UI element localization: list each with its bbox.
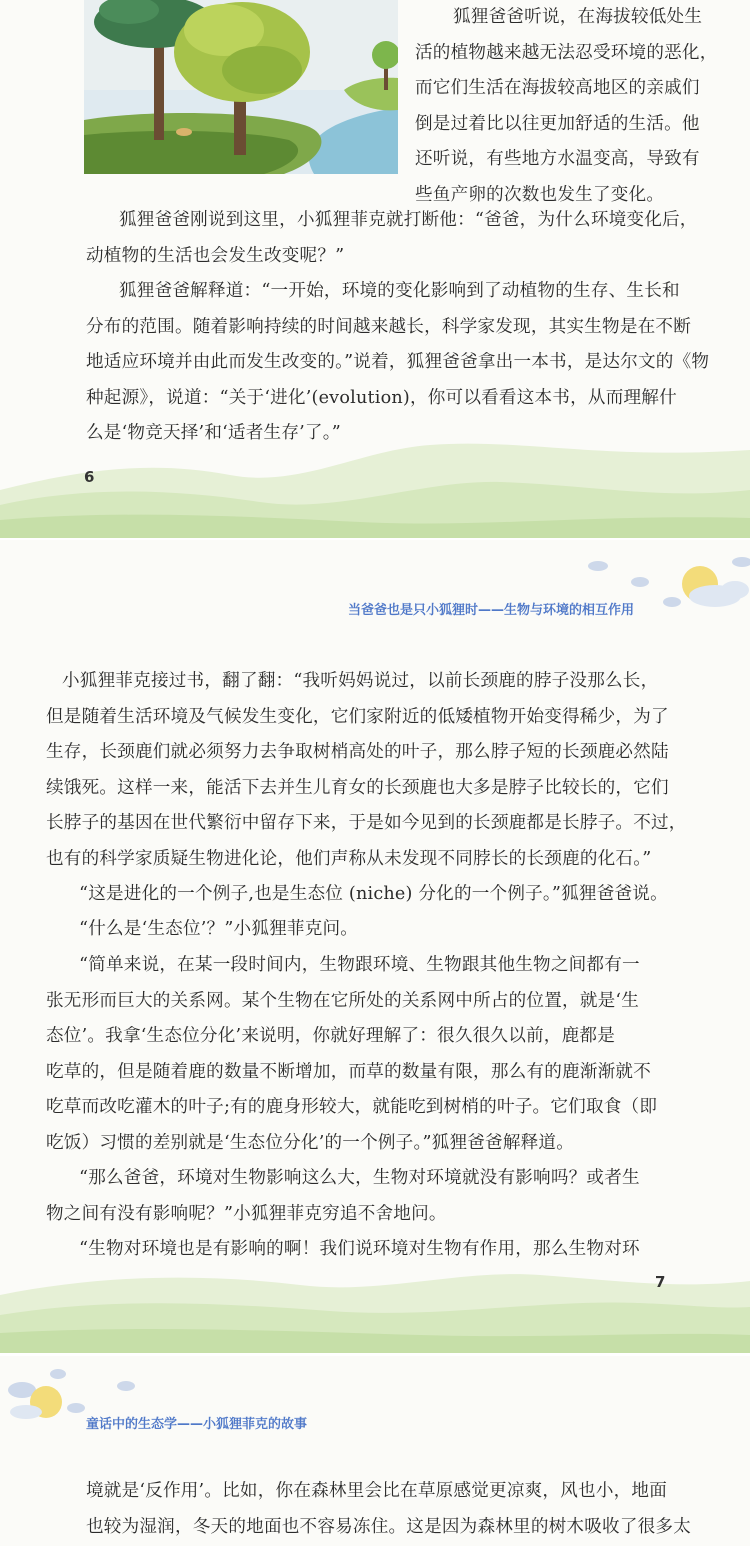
running-head: 当爸爸也是只小狐狸时——生物与环境的相互作用 [348,603,635,618]
paragraph-niche-explain: “简单来说，在某一段时间内，生物跟环境、生物跟其他生物之间都有一 张无形而巨大的关系网。某个生物在它所处的关系网中所占的位置，就是‘生 态位’。我拿‘生态位分化’来说明，你就好理解了：很久很久以前，鹿都是 吃草的，但是随着鹿的数量不断增加，而草的数量有限，那么有的鹿渐渐就不 吃草而改吃灌木的叶子;有的鹿身形较大，就能吃到树梢的叶子。它们取食（即 吃饭）习惯的差别就是‘生态位分化’的一个例子。”狐狸爸爸解释道。 [46,955,658,1153]
book-page-6 [0,0,750,538]
book-page-8 [0,1356,750,1546]
paragraph-what-is-niche: “什么是‘生态位’？”小狐狸菲克问。 [79,919,359,939]
page-number: 6 [84,468,95,486]
paragraph-reaction: “生物对环境也是有影响的啊！我们说环境对生物有作用，那么生物对环 [79,1239,640,1259]
paragraph-giraffe: 小狐狸菲克接过书，翻了翻：“我听妈妈说过，以前长颈鹿的脖子没那么长， 但是随着生活环境及气候发生变化，它们家附近的低矮植物开始变得稀少，为了 生存，长颈鹿们就必须努力去争取树梢高处的叶子，那么脖子短的长颈鹿必然陆 续饿死。这样一来，能活下去并生儿育女的长颈鹿也大多是脖子比较长的，它们 长脖子的基因在世代繁衍中留存下来，于是如今见到的长颈鹿都是长脖子。不过， 也有的科学家质疑生物进化论，他们声称从未发现不同脖长的长颈鹿的化石。” [46,671,687,869]
running-head: 童话中的生态学——小狐狸菲克的故事 [86,1417,308,1432]
page-number: 7 [655,1273,666,1291]
tree-river-illustration [84,0,398,174]
book-page-7 [0,540,750,1353]
paragraph-fike-asks: “那么爸爸，环境对生物影响这么大，生物对环境就没有影响吗？或者生 物之间有没有影响呢？”小狐狸菲克穷追不舍地问。 [46,1168,640,1224]
sun-cloud-decoration [6,1364,156,1420]
paragraph-father-explains: 狐狸爸爸解释道：“一开始，环境的变化影响到了动植物的生存、生长和 分布的范围。随着影响持续的时间越来越长，科学家发现，其实生物是在不断 地适应环境并由此而发生改变的。”说着，狐狸爸爸拿出一本书，是达尔文的《物 种起源》，说道：“关于‘进化’(evolution)，你可以看看这本书，从而理解什 么是‘物竞天择’和‘适者生存’了。” [86,281,710,443]
paragraph-intro: 狐狸爸爸听说，在海拔较低处生 活的植物越来越无法忍受环境的恶化， 而它们生活在海拔较高地区的亲戚们 倒是过着比以往更加舒适的生活。他 还听说，有些地方水温变高，导致有 些鱼产卵的次数也发生了变化。 [415,7,718,205]
hills-decoration [0,430,750,538]
hills-decoration [0,1245,750,1353]
paragraph-niche-example: “这是进化的一个例子,也是生态位 (niche) 分化的一个例子。”狐狸爸爸说。 [79,884,668,904]
paragraph-reaction-continued: 境就是‘反作用’。比如，你在森林里会比在草原感觉更凉爽，风也小，地面 也较为湿润，冬天的地面也不容易冻住。这是因为森林里的树木吸收了很多太 [86,1481,691,1537]
paragraph-fike-interrupts: 狐狸爸爸刚说到这里，小狐狸菲克就打断他：“爸爸，为什么环境变化后， 动植物的生活也会发生改变呢？” [86,210,698,266]
